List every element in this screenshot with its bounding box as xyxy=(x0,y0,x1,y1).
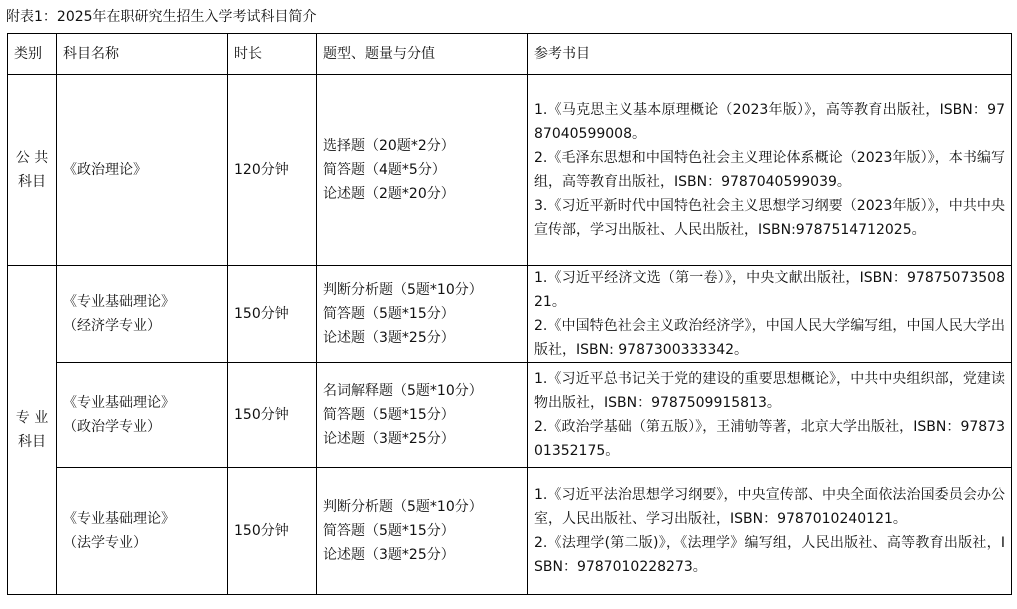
references-cell xyxy=(528,363,1012,468)
reference-item: 1.《习近平总书记关于党的建设的重要思想概论》，中共中央组织部，党建读物出版社，ISBN：9787509915813。 xyxy=(534,371,1005,411)
reference-item: 2.《毛泽东思想和中国特色社会主义理论体系概论（2023年版）》，本书编写组，高等教育出版社，ISBN：9787040599039。 xyxy=(534,150,1005,190)
table-row xyxy=(8,75,1012,266)
category-label: 科目 xyxy=(18,174,46,190)
question-type: 论述题（2题*20分） xyxy=(323,186,455,202)
header-references: 参考书目 xyxy=(528,34,1012,75)
question-types-cell xyxy=(317,363,528,468)
reference-item: 3.《习近平新时代中国特色社会主义思想学习纲要（2023年版）》，中共中央宣传部，学习出版社、人民出版社，ISBN:9787514712025。 xyxy=(534,198,1005,238)
reference-item: 2.《法理学(第二版)》，《法理学》编写组，人民出版社、高等教育出版社，ISBN：9787010228273。 xyxy=(534,535,1005,575)
table-header-row xyxy=(8,34,1012,75)
question-type: 论述题（3题*25分） xyxy=(323,547,455,563)
duration-cell: 150分钟 xyxy=(228,266,317,363)
subject-name: 《专业基础理论》 xyxy=(63,395,175,411)
category-label: 公 共 xyxy=(15,150,49,166)
question-type: 论述题（3题*25分） xyxy=(323,330,455,346)
question-type: 简答题（4题*5分） xyxy=(323,162,446,178)
duration-cell: 150分钟 xyxy=(228,363,317,468)
header-subject-name: 科目名称 xyxy=(57,34,228,75)
category-cell xyxy=(8,266,57,595)
subject-name: 《专业基础理论》 xyxy=(63,294,175,310)
subject-name: 《专业基础理论》 xyxy=(63,511,175,527)
subject-major: （政治学专业） xyxy=(63,419,161,435)
question-type: 简答题（5题*15分） xyxy=(323,306,455,322)
header-duration: 时长 xyxy=(228,34,317,75)
subject-name-cell xyxy=(57,468,228,595)
subject-name: 《政治理论》 xyxy=(63,162,147,178)
header-question-types: 题型、题量与分值 xyxy=(317,34,528,75)
question-type: 论述题（3题*25分） xyxy=(323,431,455,447)
subject-name-cell xyxy=(57,75,228,266)
question-type: 判断分析题（5题*10分） xyxy=(323,282,483,298)
subject-name-cell xyxy=(57,266,228,363)
exam-subjects-table xyxy=(7,33,1012,595)
category-label: 科目 xyxy=(18,434,46,450)
references-cell xyxy=(528,468,1012,595)
table-row xyxy=(8,468,1012,595)
table-row xyxy=(8,363,1012,468)
table-caption: 附表1：2025年在职研究生招生入学考试科目简介 xyxy=(6,9,317,25)
references-cell xyxy=(528,75,1012,266)
category-label: 专 业 xyxy=(15,410,49,426)
subject-major: （法学专业） xyxy=(63,535,147,551)
question-types-cell xyxy=(317,468,528,595)
table-row xyxy=(8,266,1012,363)
duration-cell: 120分钟 xyxy=(228,75,317,266)
references-cell xyxy=(528,266,1012,363)
question-types-cell xyxy=(317,266,528,363)
subject-major: （经济学专业） xyxy=(63,318,161,334)
reference-item: 2.《政治学基础（第五版）》，王浦劬等著，北京大学出版社，ISBN：9787301352175。 xyxy=(534,419,1005,459)
question-type: 判断分析题（5题*10分） xyxy=(323,499,483,515)
question-type: 名词解释题（5题*10分） xyxy=(323,383,483,399)
header-category: 类别 xyxy=(8,34,57,75)
question-type: 选择题（20题*2分） xyxy=(323,138,455,154)
reference-item: 2.《中国特色社会主义政治经济学》，中国人民大学编写组，中国人民大学出版社，ISBN: 9787300333342。 xyxy=(534,318,1005,358)
category-cell xyxy=(8,75,57,266)
reference-item: 1.《习近平法治思想学习纲要》，中央宣传部、中央全面依法治国委员会办公室，人民出版社、学习出版社，ISBN：9787010240121。 xyxy=(534,487,1005,527)
reference-item: 1.《习近平经济文选（第一卷）》，中央文献出版社，ISBN：9787507350821。 xyxy=(534,270,1005,310)
question-type: 简答题（5题*15分） xyxy=(323,407,455,423)
question-type: 简答题（5题*15分） xyxy=(323,523,455,539)
subject-name-cell xyxy=(57,363,228,468)
reference-item: 1.《马克思主义基本原理概论（2023年版）》，高等教育出版社，ISBN：9787040599008。 xyxy=(534,102,1005,142)
duration-cell: 150分钟 xyxy=(228,468,317,595)
question-types-cell xyxy=(317,75,528,266)
